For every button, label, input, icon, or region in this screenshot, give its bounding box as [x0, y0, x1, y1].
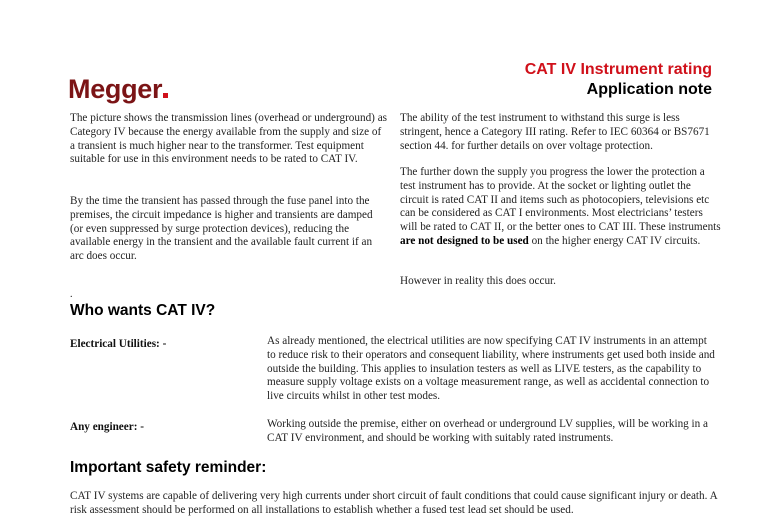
right-paragraph-2 — [400, 166, 722, 249]
document-title: CAT IV Instrument rating — [524, 61, 712, 78]
right-paragraph-1: The ability of the test instrument to withstand this surge is less stringent, hence a Category III rating. Refer to IEC 60364 or BS7671 section 44. for further details on over voltage protection. — [400, 112, 710, 152]
logo-dot — [163, 93, 168, 98]
left-paragraph-1: The picture shows the transmission lines (overhead or underground) as Category IV because the energy available from the supply and size of a transient is much higher near to the transformer. Test equipment suitable for use in this environment needs to be rated to CAT IV. — [70, 112, 388, 166]
heading-who-wants-cat-iv: Who wants CAT IV? — [70, 302, 216, 319]
stray-dot: . — [70, 289, 73, 300]
right-paragraph-2-end: on the higher energy CAT IV circuits. — [528, 234, 701, 247]
label-electrical-utilities: Electrical Utilities: - — [70, 338, 167, 350]
right-paragraph-2-start: The further down the supply you progress the lower the protection a test instrument has to provide. At the socket or lighting outlet the circuit is rated CAT II and items such as photocopiers, televisions etc can be considered as CAT I environments. Most electricians’ testers will be rated to CAT II, or the better ones to CAT III. These instruments — [400, 166, 721, 234]
safety-reminder-text: CAT IV systems are capable of delivering very high currents under short circuit of fault conditions that could cause significant injury or death. A risk assessment should be performed on all installations to establish whether a fused test lead set should be used. — [70, 490, 718, 516]
heading-safety-reminder: Important safety reminder: — [70, 459, 267, 476]
megger-logo — [68, 74, 168, 108]
logo-wordmark: Megger — [68, 74, 163, 104]
right-paragraph-3: However in reality this does occur. — [400, 275, 556, 287]
text-electrical-utilities: As already mentioned, the electrical utilities are now specifying CAT IV instruments in an attempt to reduce risk to their operators and consequent liability, where instruments get used both inside and outside the building. This applies to insulation testers as well as LIVE testers, as the capability to measure supply voltage exists on a voltage measurement range, as well as accidental connection to live circuits whilst in other test modes. — [267, 335, 715, 403]
label-any-engineer: Any engineer: - — [70, 421, 144, 433]
text-any-engineer: Working outside the premise, either on overhead or underground LV supplies, will be working in a CAT IV environment, and should be working with suitably rated instruments. — [267, 418, 709, 444]
emphasis-not-designed: are not designed to be used — [400, 234, 529, 247]
left-paragraph-2: By the time the transient has passed through the fuse panel into the premises, the circuit impedance is higher and transients are damped (or even suppressed by surge protection devices), reducing the available energy in the transient and the available fault current if an arc does occur. — [70, 195, 373, 263]
document-type: Application note — [586, 81, 712, 98]
